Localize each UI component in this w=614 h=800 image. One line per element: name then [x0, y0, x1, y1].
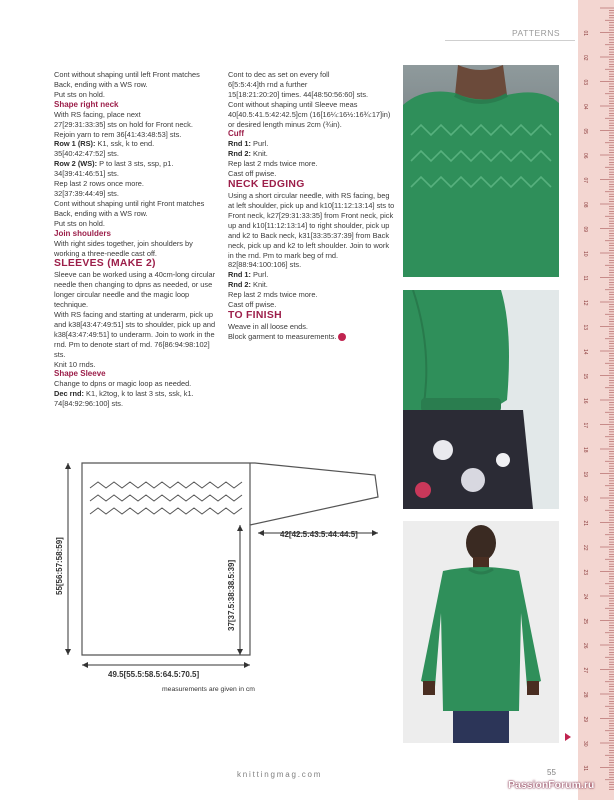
text: 6[5:5:4:4]th rnd a further	[228, 79, 308, 89]
text: Weave in all loose ends.	[228, 321, 308, 331]
text: Rep last 2 rnds twice more.	[228, 159, 318, 169]
photo-neckline	[403, 65, 559, 277]
row-label: Rnd 2:	[228, 149, 251, 159]
ruler-label: 26	[582, 643, 588, 649]
photo-full-view	[403, 521, 559, 743]
ruler-label: 21	[582, 520, 588, 527]
heading-neck-edging: NECK EDGING	[228, 179, 305, 191]
ruler-label: 29	[582, 716, 588, 723]
arrowhead	[258, 530, 264, 536]
subheading-shape-sleeve: Shape Sleeve	[54, 369, 106, 379]
row-instruction	[228, 139, 396, 149]
ruler-label: 15	[582, 373, 588, 380]
section-tag: PATTERNS	[512, 28, 561, 38]
row-label: Rnd 1:	[228, 270, 251, 280]
row-instruction	[54, 139, 220, 149]
row-instruction	[228, 270, 396, 280]
text: Rejoin yarn to rem 36[41:43:48:53] sts.	[54, 129, 182, 139]
ruler-label: 05	[582, 128, 588, 135]
text: With right sides together, join shoulders by working a three-needle cast off.	[54, 238, 193, 258]
column-2	[228, 70, 396, 342]
arrowhead	[237, 649, 243, 655]
heading-to-finish: TO FINISH	[228, 309, 282, 321]
arrowhead	[65, 649, 71, 655]
footer-url: knittingmag.com	[237, 770, 323, 779]
row-text: Purl.	[251, 139, 269, 149]
ruler-label: 27	[582, 667, 588, 674]
subheading-shape-right-neck: Shape right neck	[54, 99, 119, 109]
ruler-label: 03	[582, 79, 588, 86]
photo-sleeve-art	[403, 290, 559, 509]
arrowhead	[82, 662, 88, 668]
text: 74[84:92:96:100] sts.	[54, 399, 124, 409]
text: Knit 10 rnds.	[54, 359, 96, 369]
row-instruction	[54, 159, 220, 169]
page-number: 55	[547, 768, 556, 777]
arrowhead	[244, 662, 250, 668]
row-text: Knit.	[251, 280, 268, 290]
ruler-label: 14	[582, 349, 588, 355]
ruler-label: 08	[582, 202, 588, 208]
photo-sleeve	[403, 290, 559, 509]
ruler-label: 07	[582, 177, 588, 184]
text: Cast off pwise.	[228, 300, 277, 310]
text: Cont without shaping until right Front matches Back, ending with a WS row.	[54, 198, 205, 218]
arrowhead	[372, 530, 378, 536]
ruler-label: 30	[582, 741, 588, 747]
ruler-label: 18	[582, 447, 588, 453]
text: Rep last 2 rnds twice more.	[228, 290, 318, 300]
measurements-caption: measurements are given in cm	[162, 686, 255, 693]
text: Using a short circular needle, with RS facing, beg at left shoulder, pick up and k10[11:12:13:14] sts to Front neck, k27[29:31:33:35] from Front neck, pick up and k10[11:12:13:14] to right shoulder, pick up and k2 to Back neck, k31[33:35:37:39] from Back neck, pick up and k2 to left shoulder. Join to work in the rnd. Pm to mark beg of rnd.	[228, 191, 395, 260]
ruler-label: 31	[582, 765, 588, 772]
text: Cont without shaping until Sleeve meas 40[40.5:41.5:42:42.5]cm (16[16¼:16½:16¾:17]in) or desired length minus 2cm (¾in).	[228, 99, 391, 129]
text: Block garment to measurements.	[228, 331, 337, 341]
ruler-label: 12	[582, 300, 588, 306]
ruler-label: 16	[582, 398, 588, 404]
arrowhead	[237, 525, 243, 531]
row-instruction	[228, 280, 396, 290]
text: 82[88:94:100:106] sts.	[228, 260, 302, 270]
ruler-label: 01	[582, 30, 588, 37]
text: 32[37:39:44:49] sts.	[54, 188, 119, 198]
row-label: Rnd 2:	[228, 280, 251, 290]
text: With RS facing and starting at underarm, pick up and k38[43:47:49:51] sts to shoulder, pick up and k38[43:47:49:51] to underarm. Join to work in the rnd. Pm to denote start of rnd. 76[86:94:98:102] sts.	[54, 310, 216, 359]
text: Put sts on hold.	[54, 89, 105, 99]
schematic-diagram	[50, 455, 395, 695]
end-line	[228, 332, 396, 342]
continue-arrow-icon	[565, 733, 571, 741]
row-label: Row 2 (WS):	[54, 159, 98, 169]
row-label: Row 1 (RS):	[54, 139, 96, 149]
text: Cont without shaping until left Front matches Back, ending with a WS row.	[54, 70, 200, 89]
row-instruction	[228, 149, 396, 159]
photo-neckline-art	[403, 65, 559, 277]
arrowhead	[65, 463, 71, 469]
width-dim-label: 49.5[55.5:58.5:64.5:70.5]	[108, 670, 200, 679]
ruler-label: 02	[582, 55, 588, 61]
body-dim-label: 37[37.5:38:38.5:39]	[227, 559, 236, 631]
text: Rep last 2 rows once more.	[54, 179, 144, 189]
subheading-join-shoulders: Join shoulders	[54, 228, 111, 238]
subheading-cuff: Cuff	[228, 129, 244, 139]
row-text: Knit.	[251, 149, 268, 159]
measurement-ruler	[578, 0, 614, 800]
ruler-label: 28	[582, 692, 588, 698]
text: Put sts on hold.	[54, 218, 105, 228]
text: 27[29:31:33:35] sts on hold for Front neck.	[54, 119, 193, 129]
ruler-label: 17	[582, 422, 588, 429]
length-dim-label: 55[56:57:58:59]	[55, 537, 64, 595]
row-instruction	[54, 389, 220, 399]
text: With RS facing, place next	[54, 109, 141, 119]
ruler-label: 20	[582, 496, 588, 502]
yoke-pattern	[90, 482, 242, 514]
row-label: Dec rnd:	[54, 389, 84, 399]
text: Cast off pwise.	[228, 169, 277, 179]
text: Sleeve can be worked using a 40cm-long circular needle then changing to dpns as needed, or use longer circular needle and the magic loop technique.	[54, 270, 216, 310]
text: 35[40:42:47:52] sts.	[54, 149, 119, 159]
watermark: PassionForum.ru	[508, 779, 595, 791]
row-text: K1, k2tog, k to last 3 sts, ssk, k1.	[83, 389, 194, 399]
text: Change to dpns or magic loop as needed.	[54, 379, 192, 389]
photo-full-view-art	[403, 521, 559, 743]
yarn-ball-icon	[338, 333, 346, 341]
ruler-label: 25	[582, 618, 588, 625]
ruler-label: 11	[582, 275, 588, 281]
heading-sleeves: SLEEVES (MAKE 2)	[54, 258, 156, 270]
text: 34[39:41:46:51] sts.	[54, 169, 119, 179]
text: 15[18:21:20:20] times. 44[48:50:56:60] sts.	[228, 89, 369, 99]
ruler-label: 09	[582, 226, 588, 233]
row-text: K1, ssk, k to end.	[95, 139, 155, 149]
row-text: P to last 3 sts, ssp, p1.	[97, 159, 174, 169]
header-rule	[445, 40, 575, 41]
row-label: Rnd 1:	[228, 139, 251, 149]
ruler-label: 10	[582, 251, 588, 257]
ruler-label: 04	[582, 104, 588, 110]
row-text: Purl.	[251, 270, 269, 280]
ruler-label: 22	[582, 545, 588, 551]
ruler-label: 24	[582, 594, 588, 600]
ruler-label: 23	[582, 569, 588, 576]
column-1	[54, 70, 220, 409]
ruler-label: 19	[582, 471, 588, 478]
text: Cont to dec as set on every foll	[228, 70, 330, 79]
sleeve-dim-label: 42[42.5:43.5:44:44.5]	[280, 530, 358, 539]
ruler-label: 13	[582, 324, 588, 331]
ruler-label: 06	[582, 153, 588, 159]
